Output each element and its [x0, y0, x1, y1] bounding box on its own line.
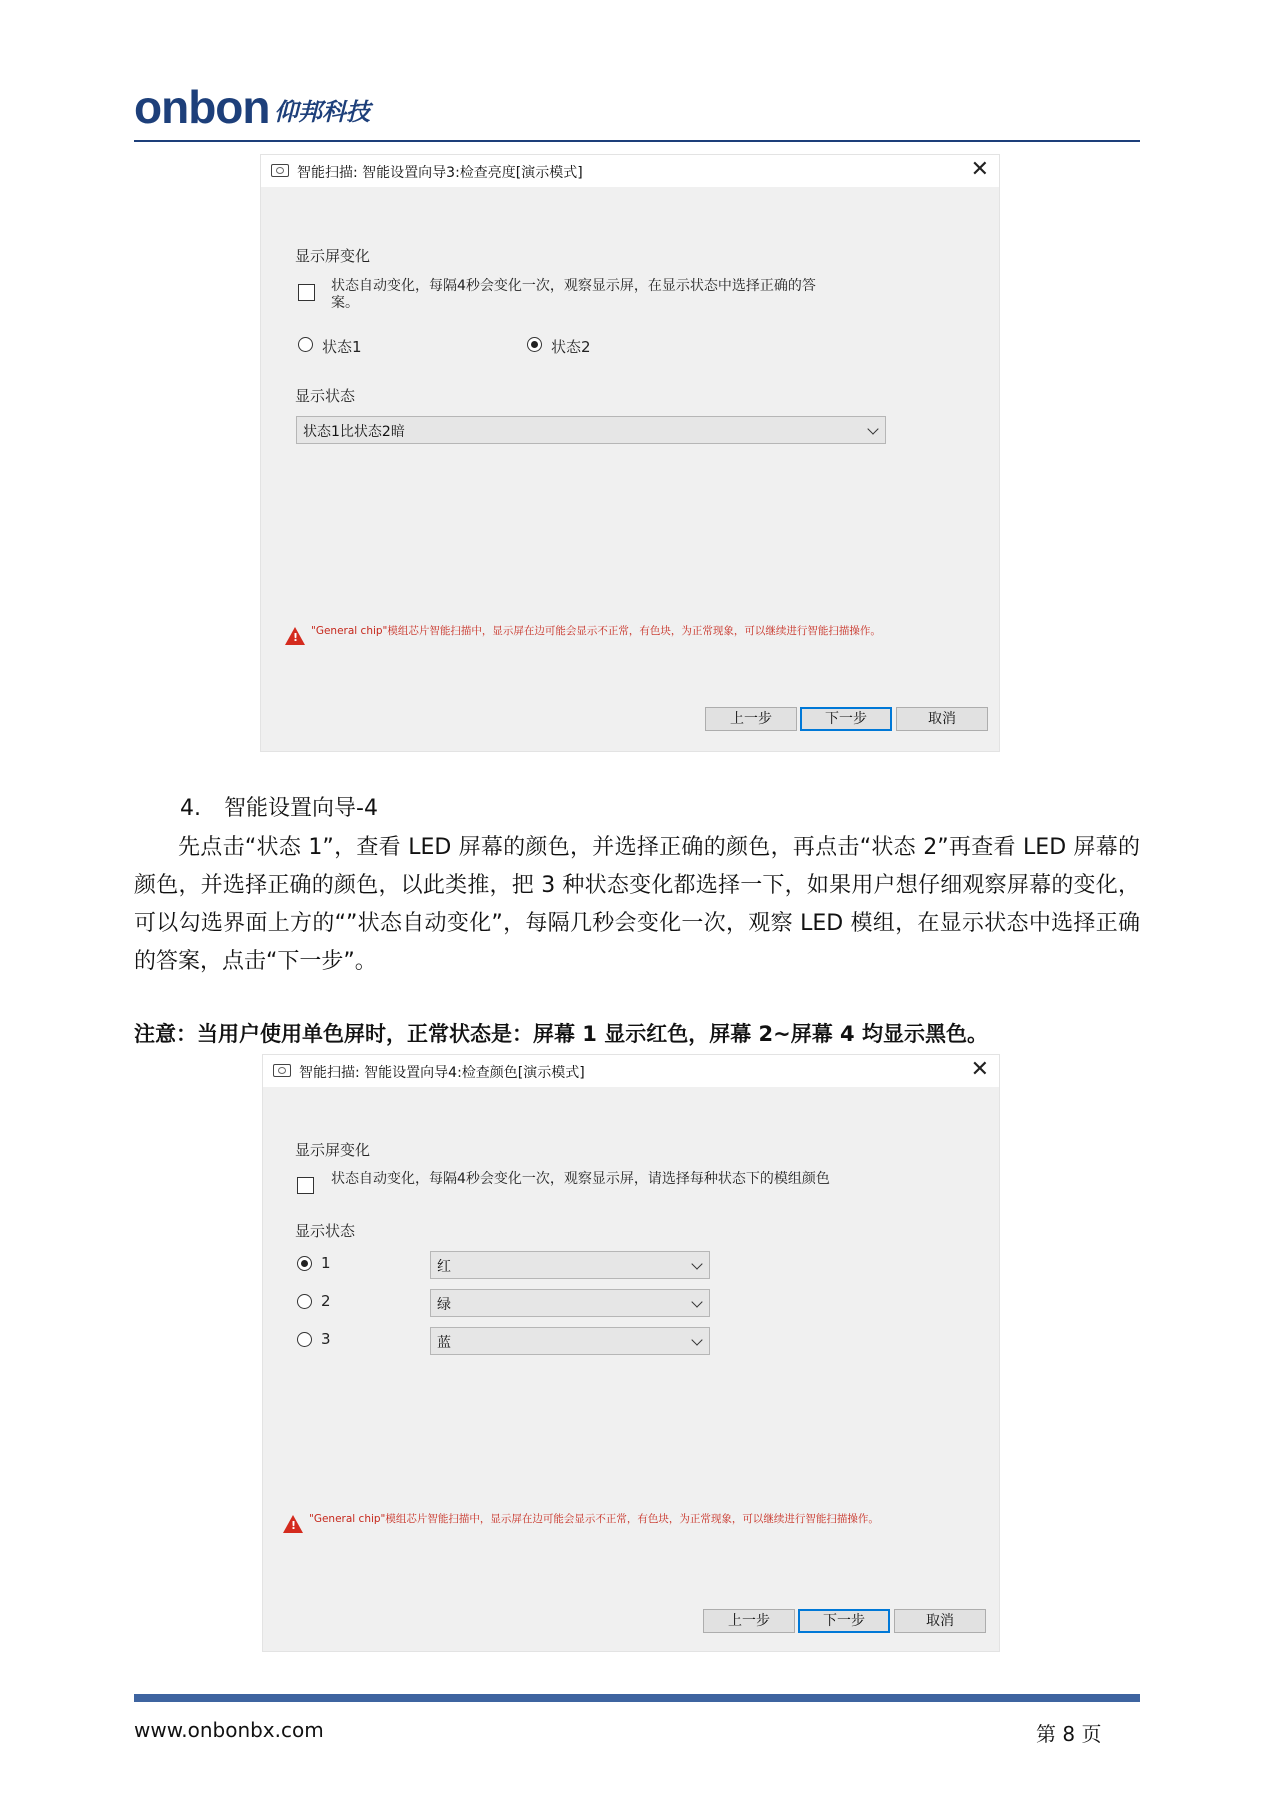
auto-change-checkbox[interactable]: [297, 1177, 314, 1194]
monochrome-note: 注意：当用户使用单色屏时，正常状态是：屏幕 1 显示红色，屏幕 2~屏幕 4 均显示黑色。: [134, 1022, 988, 1046]
close-icon[interactable]: ✕: [970, 1057, 989, 1082]
warning-message: "General chip"模组芯片智能扫描中，显示屏在边可能会显示不正常，有色块，为正常现象，可以继续进行智能扫描操作。: [309, 1513, 879, 1525]
page-number: 第 8 页: [1036, 1722, 1102, 1746]
cancel-button[interactable]: 取消: [894, 1609, 986, 1633]
footer-divider: [134, 1694, 1140, 1702]
status-row-2-label: 2: [321, 1292, 331, 1310]
dropdown-value: 蓝: [437, 1335, 451, 1351]
prev-button[interactable]: 上一步: [705, 707, 797, 731]
wizard-dialog-brightness: [260, 154, 1000, 752]
chevron-down-icon: [867, 423, 878, 434]
next-button[interactable]: 下一步: [800, 707, 892, 731]
display-status-label: 显示状态: [295, 387, 356, 405]
monitor-icon: [273, 1064, 291, 1077]
status2-radio[interactable]: [527, 337, 542, 352]
onbon-logo: onbon: [134, 81, 270, 133]
dialog-title: 智能扫描: 智能设置向导4:检查颜色[演示模式]: [299, 1065, 585, 1081]
warning-icon: !: [285, 627, 305, 645]
dropdown-value: 红: [437, 1259, 451, 1275]
status-row-1-label: 1: [321, 1254, 331, 1272]
status1-radio[interactable]: [298, 337, 313, 352]
cancel-button[interactable]: 取消: [896, 707, 988, 731]
dialog-titlebar: [263, 1055, 999, 1087]
chevron-down-icon: [691, 1258, 702, 1269]
status2-label: 状态2: [551, 338, 591, 356]
wizard-dialog-color: [262, 1054, 1000, 1652]
footer-website-link[interactable]: www.onbonbx.com: [134, 1718, 324, 1742]
status-compare-dropdown[interactable]: [296, 416, 886, 444]
dropdown-value: 状态1比状态2暗: [303, 424, 405, 440]
auto-change-description: 状态自动变化，每隔4秒会变化一次，观察显示屏，在显示状态中选择正确的答案。: [331, 278, 816, 311]
status-row-3-label: 3: [321, 1330, 331, 1348]
dropdown-value: 绿: [437, 1297, 451, 1313]
status1-label: 状态1: [322, 338, 362, 356]
monitor-icon: [271, 164, 289, 177]
onbon-logo-chinese: 仰邦科技: [274, 98, 370, 126]
auto-change-checkbox[interactable]: [298, 284, 315, 301]
section-number: 4.: [180, 796, 201, 821]
auto-change-description: 状态自动变化，每隔4秒会变化一次，观察显示屏，请选择每种状态下的模组颜色: [331, 1171, 830, 1187]
next-button[interactable]: 下一步: [798, 1609, 890, 1633]
section-heading: 智能设置向导-4: [224, 796, 378, 821]
chevron-down-icon: [691, 1334, 702, 1345]
status-row-1-color-dropdown[interactable]: [430, 1251, 710, 1279]
header-divider: [134, 140, 1140, 142]
dialog-titlebar: [261, 155, 999, 187]
display-status-label: 显示状态: [295, 1222, 356, 1240]
status-row-1-radio[interactable]: [297, 1256, 312, 1271]
prev-button[interactable]: 上一步: [703, 1609, 795, 1633]
section-paragraph: 先点击“状态 1”，查看 LED 屏幕的颜色，并选择正确的颜色，再点击“状态 2”再查看 LED 屏幕的颜色，并选择正确的颜色，以此类推，把 3 种状态变化都选择一下，如果用户想仔细观察屏幕的变化，可以勾选界面上方的“”状态自动变化”，每隔几秒会变化一次，观察 LED 模组，在显示状态中选择正确的答案，点击“下一步”。: [134, 835, 1140, 974]
dialog-title: 智能扫描: 智能设置向导3:检查亮度[演示模式]: [297, 165, 583, 181]
chevron-down-icon: [691, 1296, 702, 1307]
status-row-3-color-dropdown[interactable]: [430, 1327, 710, 1355]
display-change-label: 显示屏变化: [295, 1141, 371, 1159]
status-row-2-color-dropdown[interactable]: [430, 1289, 710, 1317]
close-icon[interactable]: ✕: [970, 157, 989, 182]
display-change-label: 显示屏变化: [295, 247, 371, 265]
warning-icon: !: [283, 1515, 303, 1533]
status-row-3-radio[interactable]: [297, 1332, 312, 1347]
status-row-2-radio[interactable]: [297, 1294, 312, 1309]
warning-message: "General chip"模组芯片智能扫描中，显示屏在边可能会显示不正常，有色块，为正常现象，可以继续进行智能扫描操作。: [311, 625, 881, 637]
